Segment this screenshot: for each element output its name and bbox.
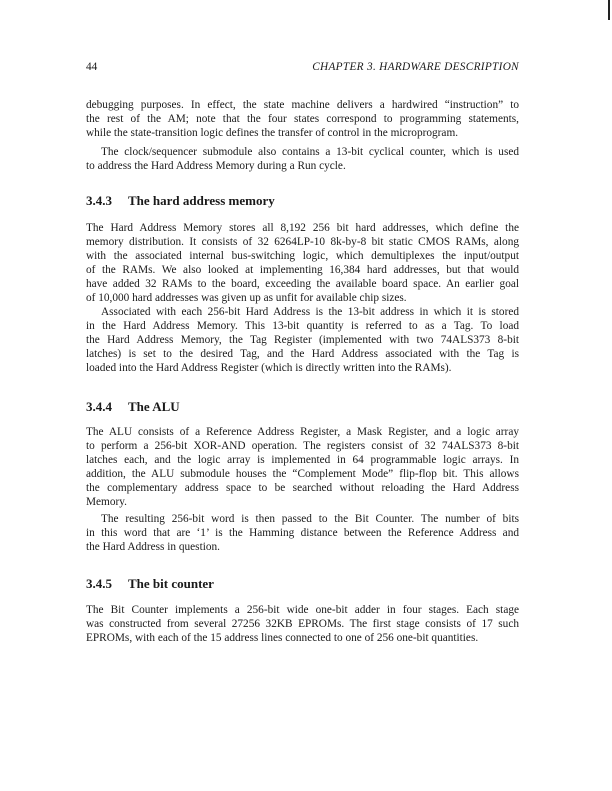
paragraph-line: to perform a 256-bit XOR-AND operation. The registers consist of 32 74ALS373 8-bit bbox=[86, 440, 519, 452]
paragraph-line: Memory. bbox=[86, 496, 127, 508]
section-number: 3.4.4 bbox=[86, 399, 112, 414]
paragraph-line: the rest of the AM; note that the four states correspond to programming statements, bbox=[86, 113, 519, 125]
scan-edge-mark bbox=[608, 0, 610, 20]
paragraph-line: The resulting 256-bit word is then passed to the Bit Counter. The number of bits bbox=[101, 513, 519, 525]
paragraph-line: in the Hard Address Memory. This 13-bit quantity is referred to as a Tag. To load bbox=[86, 320, 519, 332]
paragraph-line: was constructed from several 27256 32KB EPROMs. The first stage consists of 17 such bbox=[86, 618, 519, 630]
section-number: 3.4.5 bbox=[86, 576, 112, 591]
paragraph-line: have added 32 RAMs to the board, exceeding the available board space. An earlier goal bbox=[86, 278, 519, 290]
paragraph-line: loaded into the Hard Address Register (which is directly written into the RAMs). bbox=[86, 362, 452, 374]
page-number: 44 bbox=[86, 61, 98, 73]
paragraph-line: in this word that are ‘1’ is the Hamming distance between the Reference Address and bbox=[86, 527, 519, 539]
paragraph-line: Associated with each 256-bit Hard Address is the 13-bit address in which it is stored bbox=[101, 306, 519, 318]
section-heading bbox=[86, 399, 180, 415]
paragraph-line: addition, the ALU submodule houses the “Complement Mode” flip-flop bit. This allows bbox=[86, 468, 519, 480]
paragraph-line: The Hard Address Memory stores all 8,192 256 bit hard addresses, which define the bbox=[86, 222, 519, 234]
paragraph-line: the Hard Address in question. bbox=[86, 541, 220, 553]
paragraph-line: the complementary address space to be searched without reloading the Hard Address bbox=[86, 482, 519, 494]
paragraph-line: The clock/sequencer submodule also contains a 13-bit cyclical counter, which is used bbox=[101, 146, 519, 158]
section-heading bbox=[86, 193, 275, 209]
paragraph-line: with the associated internal bus-switching logic, which demultiplexes the input/output bbox=[86, 250, 519, 262]
paragraph-line: the Hard Address Memory, the Tag Register (implemented with two 74ALS373 8-bit bbox=[86, 334, 519, 346]
paragraph-line: latches each, and the logic array is implemented in 64 programmable logic arrays. In bbox=[86, 454, 519, 466]
paragraph-line: while the state-transition logic defines the transfer of control in the microprogram. bbox=[86, 127, 459, 139]
paragraph-line: debugging purposes. In effect, the state machine delivers a hardwired “instruction” to bbox=[86, 99, 519, 111]
paragraph-line: memory distribution. It consists of 32 6264LP-10 8k-by-8 bit static CMOS RAMs, along bbox=[86, 236, 519, 248]
paragraph-line: of the RAMs. We also looked at implementing 16,384 hard addresses, but that would bbox=[86, 264, 519, 276]
paragraph-line: latches) is set to the desired Tag, and the Hard Address associated with the Tag is bbox=[86, 348, 519, 360]
section-title: The hard address memory bbox=[128, 193, 275, 208]
paragraph-line: EPROMs, with each of the 15 address lines connected to one of 256 one-bit quantities. bbox=[86, 632, 479, 644]
paragraph-line: The Bit Counter implements a 256-bit wide one-bit adder in four stages. Each stage bbox=[86, 604, 519, 616]
paragraph-line: of 10,000 hard addresses was given up as unfit for available chip sizes. bbox=[86, 292, 407, 304]
section-number: 3.4.3 bbox=[86, 193, 112, 208]
section-title: The ALU bbox=[128, 399, 180, 414]
paragraph-line: to address the Hard Address Memory during a Run cycle. bbox=[86, 160, 346, 172]
running-header: CHAPTER 3. HARDWARE DESCRIPTION bbox=[312, 61, 519, 73]
section-heading bbox=[86, 576, 214, 592]
section-title: The bit counter bbox=[128, 576, 214, 591]
paragraph-line: The ALU consists of a Reference Address Register, a Mask Register, and a logic array bbox=[86, 426, 519, 438]
